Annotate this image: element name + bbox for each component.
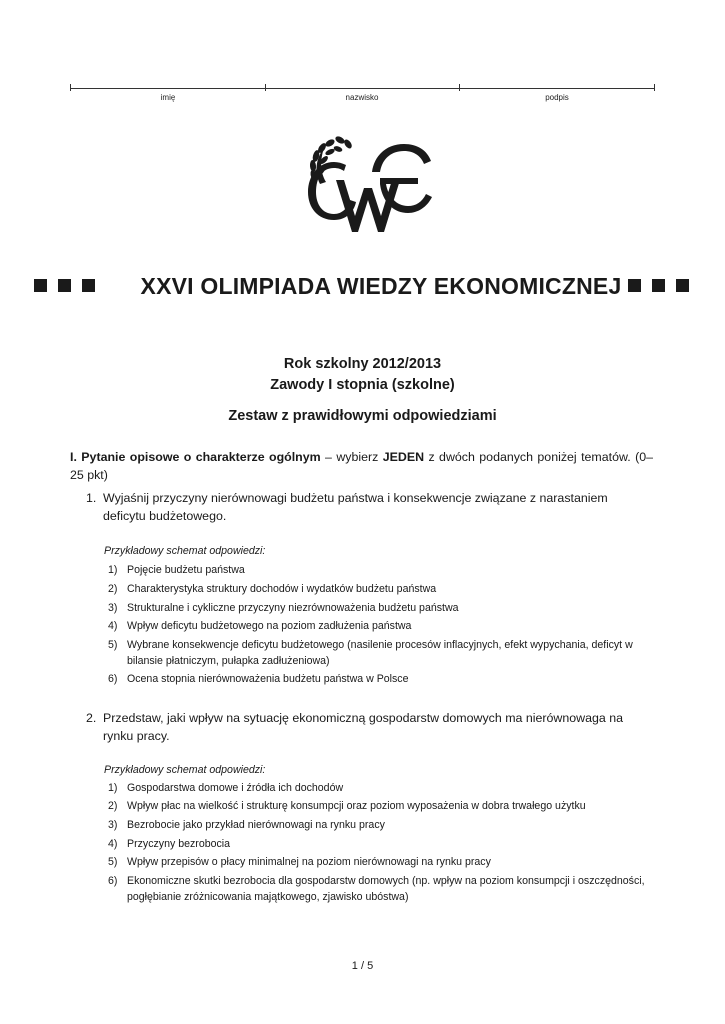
signature-tick: [70, 84, 71, 91]
answer-set-heading: Zestaw z prawidłowymi odpowiedziami: [228, 408, 497, 424]
list-item: 3) Strukturalne i cykliczne przyczyny niezrównoważenia budżetu państwa: [108, 602, 459, 614]
owe-laurel-logo-icon: [300, 136, 435, 234]
signature-line: [70, 88, 655, 89]
page-title: XXVI OLIMPIADA WIEDZY EKONOMICZNEJ: [140, 273, 622, 299]
signature-tick: [654, 84, 655, 91]
square-bullet-icon: [676, 279, 689, 292]
section-text: – wybierz: [320, 450, 383, 464]
page-number: 1 / 5: [351, 960, 374, 972]
school-year: Rok szkolny 2012/2013: [283, 356, 442, 372]
square-bullet-icon: [628, 279, 641, 292]
question-1: [86, 489, 652, 525]
question-2: [86, 709, 652, 745]
section-heading: Pytanie opisowe o charakterze ogólnym: [81, 450, 321, 464]
section-number: I.: [70, 450, 77, 464]
list-item: 4) Przyczyny bezrobocia: [108, 838, 231, 850]
square-bullet-icon: [58, 279, 71, 292]
surname-label: nazwisko: [345, 93, 379, 102]
section-intro: [70, 448, 653, 484]
list-item: 5) Wpływ przepisów o płacy minimalnej na poziom nierównowagi na rynku pracy: [108, 856, 491, 868]
signature-tick: [265, 84, 266, 91]
list-item: 1) Gospodarstwa domowe i źródła ich dochodów: [108, 782, 344, 794]
list-item: 1) Pojęcie budżetu państwa: [108, 564, 245, 576]
question-text: Wyjaśnij przyczyny nierównowagi budżetu państwa i konsekwencje związane z narastaniem deficytu budżetowego.: [103, 491, 608, 523]
list-item: 3) Bezrobocie jako przykład nierównowagi na rynku pracy: [108, 819, 385, 831]
list-item: 6) Ekonomiczne skutki bezrobocia dla gospodarstw domowych (np. wpływ na poziom konsumpcji i oszczędności, pogłębianie zróżnicowania majątkowego, zjawisko ubóstwa): [108, 875, 645, 903]
list-item: 2) Wpływ płac na wielkość i strukturę konsumpcji oraz poziom wyposażenia w dobra trwałego użytku: [108, 800, 586, 812]
section-text: z dwóch podanych poniżej tematów. (0–25 pkt): [70, 450, 653, 482]
signature-label: podpis: [545, 93, 569, 102]
square-bullet-icon: [34, 279, 47, 292]
list-item: 4) Wpływ deficytu budżetowego na poziom zadłużenia państwa: [108, 620, 412, 632]
list-item: 6) Ocena stopnia nierównoważenia budżetu państwa w Polsce: [108, 673, 409, 685]
schema-title: Przykładowy schemat odpowiedzi:: [104, 545, 266, 557]
list-item: 5) Wybrane konsekwencje deficytu budżetowego (nasilenie procesów inflacyjnych, efekt wypychania, deficyt w bilansie płatniczym, pułapka zadłużeniowa): [108, 639, 633, 667]
title-row: [34, 269, 690, 303]
square-bullet-icon: [652, 279, 665, 292]
section-emphasis: JEDEN: [382, 450, 425, 464]
signature-tick: [459, 84, 460, 91]
square-bullet-icon: [82, 279, 95, 292]
competition-stage: Zawody I stopnia (szkolne): [270, 377, 455, 393]
question-number: 1.: [86, 491, 97, 505]
name-label: imię: [160, 93, 176, 102]
schema-title: Przykładowy schemat odpowiedzi:: [104, 764, 266, 776]
question-number: 2.: [86, 711, 97, 725]
list-item: 2) Charakterystyka struktury dochodów i wydatków budżetu państwa: [108, 583, 437, 595]
question-text: Przedstaw, jaki wpływ na sytuację ekonomiczną gospodarstw domowych ma nierównowaga na rynku pracy.: [103, 711, 623, 743]
